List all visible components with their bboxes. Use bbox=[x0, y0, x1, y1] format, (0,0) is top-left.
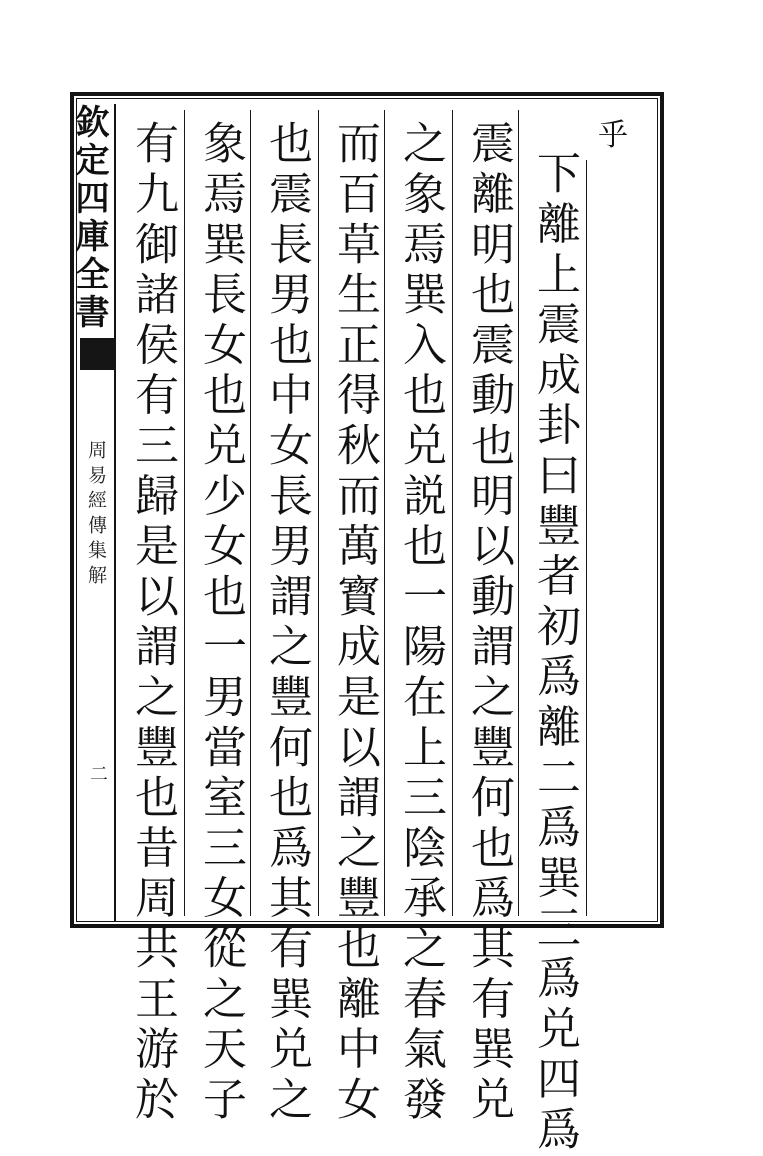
text-column-7: 有九御諸侯有三歸是以謂之豐也昔周共王游於 bbox=[127, 120, 178, 1126]
text-column-1: 下離上震成卦曰豐者初爲離二爲巽三爲兑四爲 bbox=[529, 150, 580, 1156]
column-rule bbox=[184, 110, 185, 916]
text-column-4: 而百草生正得秋而萬寳成是以謂之豐也離中女 bbox=[329, 120, 380, 1126]
column-rule bbox=[518, 110, 519, 916]
column-rule bbox=[318, 110, 319, 916]
column-rule bbox=[452, 110, 453, 916]
fishtail-mark bbox=[80, 338, 116, 370]
text-column-2: 震離明也震動也明以動謂之豐何也爲其有巽兑 bbox=[463, 120, 514, 1126]
text-column-5: 也震長男也中女長男謂之豐何也爲其有巽兑之 bbox=[261, 120, 312, 1126]
page-number: 二 bbox=[87, 764, 108, 782]
column-rule bbox=[250, 110, 251, 916]
top-annotation: 乎 bbox=[598, 118, 628, 153]
book-title: 周易經傳集解 bbox=[85, 440, 107, 590]
column-rule bbox=[586, 160, 587, 916]
text-column-6: 象焉巽長女也兑少女也一男當室三女從之天子 bbox=[195, 120, 246, 1126]
column-rule bbox=[384, 110, 385, 916]
collection-title: 欽定四庫全書 bbox=[69, 104, 109, 332]
text-column-3: 之象焉巽入也兑説也一陽在上三陰承之春氣發 bbox=[395, 120, 446, 1126]
